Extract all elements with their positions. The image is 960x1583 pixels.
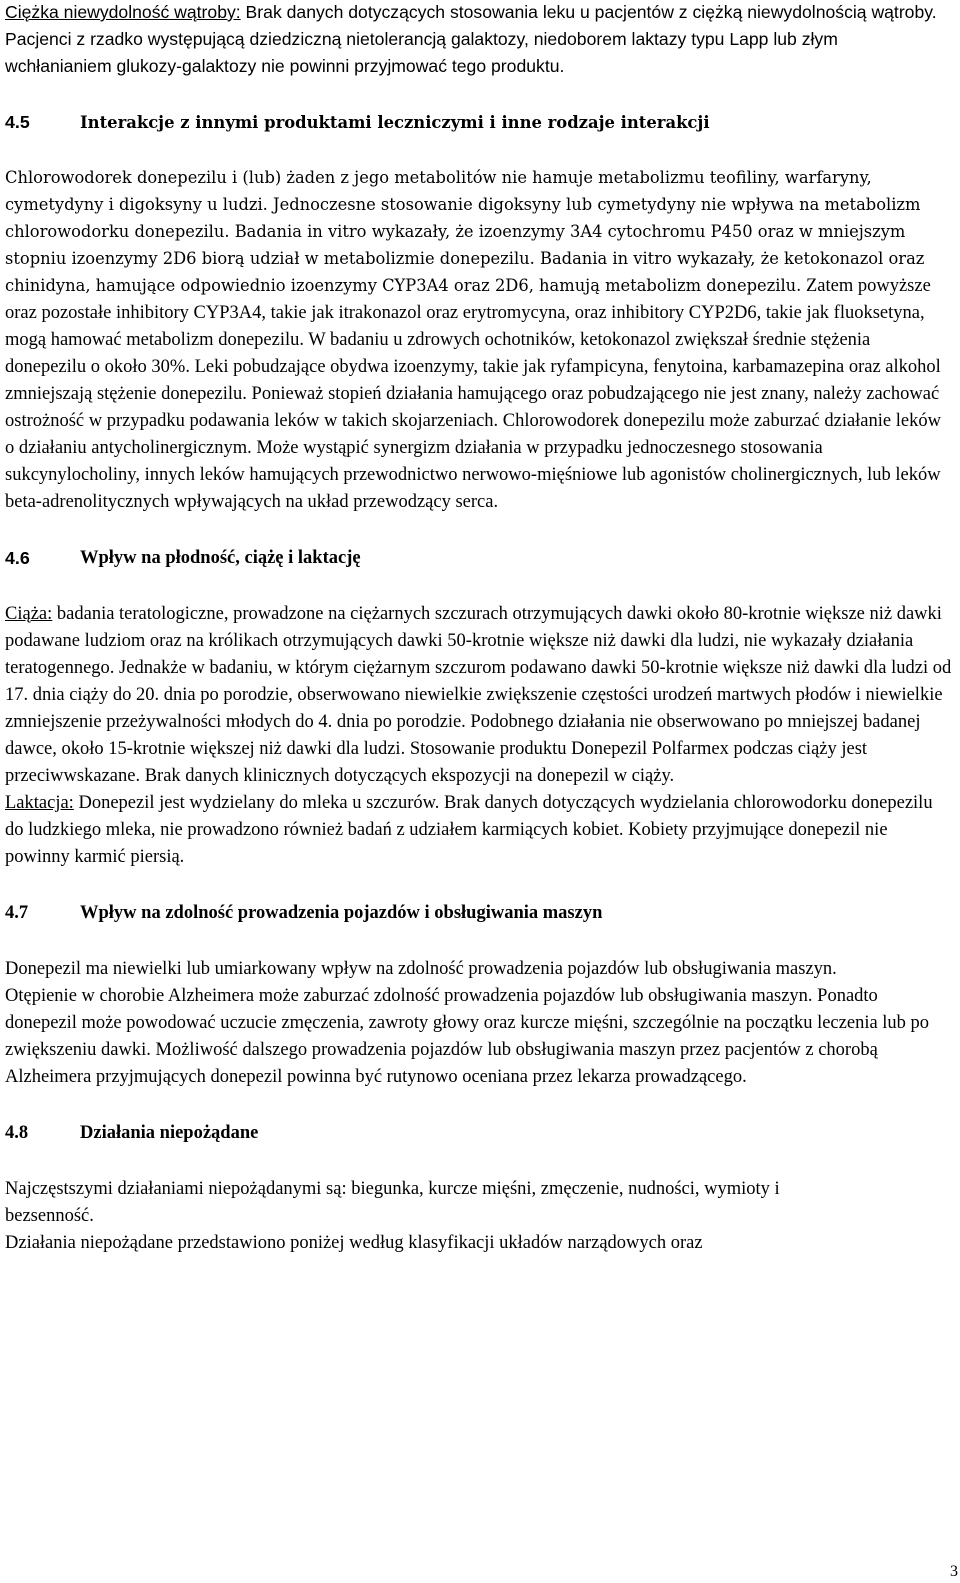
section-title: Interakcje z innymi produktami leczniczymi i inne rodzaje interakcji [80, 113, 710, 132]
lactation-label: Laktacja: [5, 793, 74, 813]
section-heading-4-7 [5, 900, 953, 927]
interactions-text-b: wykazały, że izoenzymy 3A4 cytochromu P450 oraz w mniejszym stopniu izoenzymy 2D6 biorą udział w metabolizmie donepezilu. Badania [5, 222, 906, 268]
section-title: Wpływ na płodność, ciążę i laktację [80, 548, 361, 568]
page-number: 3 [950, 1563, 958, 1580]
driving-paragraph-2: Otępienie w chorobie Alzheimera może zaburzać zdolność prowadzenia pojazdów lub obsługiwania maszyn. Ponadto donepezil może powodować uczucie zmęczenia, zawroty głowy oraz kurcze mięśni, szczególnie na początku leczenia lub po zwiększeniu dawki. Możliwość dalszego prowadzenia pojazdów lub obsługiwania maszyn przez pacjentów z chorobą Alzheimera przyjmujących donepezil powinna być rutynowo oceniana przez lekarza prowadzącego. [5, 986, 930, 1087]
lactation-text: Donepezil jest wydzielany do mleka u szczurów. Brak danych dotyczących wydzielania chlorowodorku donepezilu do ludzkiego mleka, nie prowadzono również badań z udziałem karmiących kobiet. Kobiety przyjmujące donepezil nie powinny karmić piersią. [5, 793, 933, 867]
interactions-text-c: wykazały, że ketokonazol oraz chinidyna, hamujące odpowiednio izoenzymy CYP3A4 oraz 2D6, hamują metabolizm donepezilu. [5, 249, 925, 295]
pregnancy-paragraph [5, 601, 953, 790]
lactation-paragraph [5, 790, 953, 871]
galactose-intolerance-paragraph: Pacjenci z rzadko występującą dziedziczną nietolerancją galaktozy, niedoborem laktazy typu Lapp lub złym wchłanianiem glukozy-galaktozy nie powinni przyjmować tego produktu. [5, 29, 838, 76]
section-number: 4.6 [5, 548, 30, 568]
hepatic-impairment-text: Brak danych dotyczących stosowania leku u pacjentów z ciężką niewydolnością wątroby. [240, 2, 937, 22]
driving-paragraph-1: Donepezil ma niewielki lub umiarkowany wpływ na zdolność prowadzenia pojazdów lub obsługiwania maszyn. [5, 959, 837, 979]
adverse-effects-paragraph-1: Najczęstszymi działaniami niepożądanymi są: biegunka, kurcze mięśni, zmęczenie, nudności, wymioty i bezsenność. [5, 1179, 780, 1226]
document-page [5, 0, 953, 1257]
section-title: Wpływ na zdolność prowadzenia pojazdów i obsługiwania maszyn [80, 903, 603, 923]
hepatic-impairment-label: Ciężka niewydolność wątroby: [5, 2, 241, 22]
interactions-text-d: Zatem powyższe oraz pozostałe inhibitory CYP3A4, takie jak itrakonazol oraz erytromycyna, oraz inhibitory CYP2D6, takie jak fluoksetyna, mogą hamować metabolizm donepezilu. W badaniu u zdrowych ochotników, ketokonazol zwiększał średnie stężenia donepezilu o około 30%. Leki pobudzające obydwa izoenzymy, takie jak ryfampicyna, fenytoina, karbamazepina oraz alkohol zmniejszają stężenie donepezilu. Ponieważ stopień działania hamującego oraz pobudzającego nie jest znany, należy zachować ostrożność w przypadku podawania leków w takich skojarzeniach. Chlorowodorek donepezilu może zaburzać działanie leków o działaniu antycholinergicznym. Może wystąpić synergizm działania w przypadku jednoczesnego stosowania sukcynylocholiny, innych leków hamujących przewodnictwo nerwowo-mięśniowe lub agonistów cholinergicznych, lub leków beta-adrenolitycznych wpływających na układ przewodzący serca. [5, 276, 941, 512]
section-heading-4-6 [5, 545, 953, 572]
section-number: 4.5 [5, 112, 30, 132]
pregnancy-label: Ciąża: [5, 604, 53, 624]
adverse-effects-paragraph-2: Działania niepożądane przedstawiono poniżej według klasyfikacji układów narządowych oraz [5, 1233, 703, 1253]
section-heading-4-8 [5, 1120, 953, 1147]
in-vitro-italic-1: in vitro [307, 222, 367, 241]
interactions-text-a: Chlorowodorek donepezilu i (lub) żaden z jego metabolitów nie hamuje metabolizmu teofiliny, warfaryny, cymetydyny i digoksyny u ludzi. Jednoczesne stosowanie digoksyny lub cymetydyny nie wpływa na metabolizm chlorowodorku donepezilu. Badania [5, 168, 921, 241]
section-number: 4.7 [5, 903, 29, 923]
in-vitro-italic-2: in vitro [612, 249, 672, 268]
section-heading-4-5 [5, 109, 953, 136]
section-title: Działania niepożądane [80, 1123, 259, 1143]
hepatic-impairment-paragraph [5, 0, 953, 26]
section-number: 4.8 [5, 1123, 29, 1143]
interactions-paragraph [5, 165, 953, 516]
pregnancy-text: badania teratologiczne, prowadzone na ciężarnych szczurach otrzymujących dawki około 80-krotnie większe niż dawki podawane ludziom oraz na królikach otrzymujących dawki 50-krotnie większe niż dawki dla ludzi, nie wykazały działania teratogennego. Jednakże w badaniu, w którym ciężarnym szczurom podawano dawki 50-krotnie większe niż dawki dla ludzi od 17. dnia ciąży do 20. dnia po porodzie, obserwowano niewielkie zwiększenie częstości urodzeń martwych płodów i niewielkie zmniejszenie przeżywalności młodych do 4. dnia po porodzie. Podobnego działania nie obserwowano po mniejszej badanej dawce, około 15-krotnie większej niż dawki dla ludzi. Stosowanie produktu Donepezil Polfarmex podczas ciąży jest przeciwwskazane. Brak danych klinicznych dotyczących ekspozycji na donepezil w ciąży. [5, 604, 952, 786]
